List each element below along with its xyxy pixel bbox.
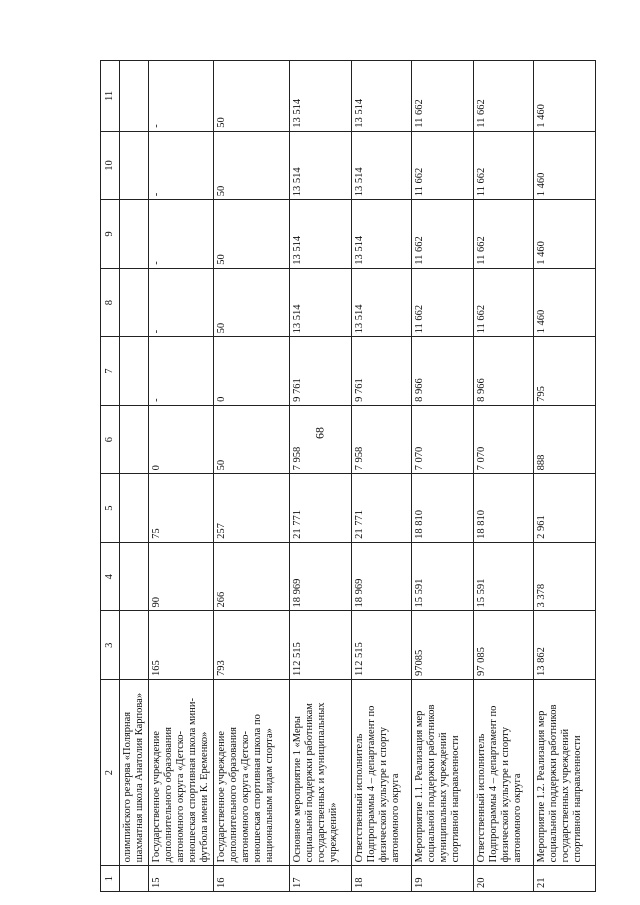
row-name: Государственное учреждение дополнительного образования автономного округа «Детско-юношеская спортивная школа мини-футбола имени К. Еременко» — [149, 679, 214, 865]
value-cell: 0 — [149, 405, 214, 474]
row-name: олимпийского резерва «Полярная шахматная школа Анатолия Карпова» — [120, 679, 149, 865]
table-row — [352, 61, 412, 892]
table-row — [120, 61, 149, 892]
value-cell: - — [149, 337, 214, 406]
value-cell: 266 — [214, 542, 290, 611]
value-cell: 18 810 — [412, 474, 474, 543]
value-cell: 13 514 — [290, 268, 352, 337]
value-cell: 11 662 — [412, 200, 474, 269]
value-cell: 2 961 — [534, 474, 596, 543]
value-cell: 13 514 — [352, 200, 412, 269]
header-cell: 2 — [101, 679, 120, 865]
value-cell: 50 — [214, 131, 290, 200]
value-cell: 11 662 — [474, 268, 534, 337]
header-cell: 5 — [101, 474, 120, 543]
rotated-table-wrapper — [100, 60, 590, 892]
value-cell: 1 460 — [534, 268, 596, 337]
row-number — [120, 866, 149, 892]
row-name: Мероприятие 1.1. Реализация мер социальной поддержки работников муниципальных учреждений спортивной направленности — [412, 679, 474, 865]
row-number: 16 — [214, 866, 290, 892]
value-cell: 15 591 — [412, 542, 474, 611]
row-number: 18 — [352, 866, 412, 892]
page-number: 68 — [312, 427, 327, 439]
row-name: Государственное учреждение дополнительного образования автономного округа «Детско-юношеская спортивная школа по национальным видам спорта» — [214, 679, 290, 865]
value-cell: 165 — [149, 611, 214, 680]
data-table — [100, 60, 596, 892]
value-cell: 97085 — [412, 611, 474, 680]
value-cell: 11 662 — [474, 131, 534, 200]
value-cell: - — [149, 200, 214, 269]
value-cell: 11 662 — [474, 200, 534, 269]
value-cell: 97 085 — [474, 611, 534, 680]
header-cell: 11 — [101, 61, 120, 132]
row-name: Мероприятие 1.2. Реализация мер социальной поддержки работников государственных учреждений спортивной направленности — [534, 679, 596, 865]
value-cell — [120, 200, 149, 269]
value-cell — [120, 268, 149, 337]
value-cell: 8 966 — [412, 337, 474, 406]
value-cell: 888 — [534, 405, 596, 474]
value-cell: 90 — [149, 542, 214, 611]
value-cell: 21 771 — [290, 474, 352, 543]
value-cell: - — [149, 61, 214, 132]
value-cell: 795 — [534, 337, 596, 406]
value-cell: 50 — [214, 405, 290, 474]
header-cell: 10 — [101, 131, 120, 200]
value-cell: 112 515 — [352, 611, 412, 680]
table-row — [474, 61, 534, 892]
value-cell: 112 515 — [290, 611, 352, 680]
value-cell: 1 460 — [534, 61, 596, 132]
header-cell: 4 — [101, 542, 120, 611]
value-cell: 13 514 — [352, 268, 412, 337]
value-cell — [120, 405, 149, 474]
value-cell: 18 810 — [474, 474, 534, 543]
value-cell: 11 662 — [412, 268, 474, 337]
table-row — [412, 61, 474, 892]
header-cell: 7 — [101, 337, 120, 406]
value-cell — [120, 542, 149, 611]
value-cell: - — [149, 268, 214, 337]
value-cell — [120, 61, 149, 132]
value-cell: 0 — [214, 337, 290, 406]
value-cell: 15 591 — [474, 542, 534, 611]
table-row — [290, 61, 352, 892]
value-cell: 75 — [149, 474, 214, 543]
value-cell: 9 761 — [290, 337, 352, 406]
value-cell: 13 514 — [290, 61, 352, 132]
value-cell: 18 969 — [290, 542, 352, 611]
value-cell: 1 460 — [534, 200, 596, 269]
value-cell: 7 070 — [412, 405, 474, 474]
row-name: Ответственный исполнитель Подпрограммы 4 – департамент по физической культуре и спорту автономного округа — [474, 679, 534, 865]
value-cell — [120, 337, 149, 406]
value-cell: 13 862 — [534, 611, 596, 680]
value-cell — [120, 474, 149, 543]
value-cell: 793 — [214, 611, 290, 680]
header-cell: 9 — [101, 200, 120, 269]
value-cell: 13 514 — [352, 131, 412, 200]
value-cell: 8 966 — [474, 337, 534, 406]
row-number: 15 — [149, 866, 214, 892]
header-cell: 3 — [101, 611, 120, 680]
row-number: 20 — [474, 866, 534, 892]
header-cell: 1 — [101, 866, 120, 892]
value-cell: 50 — [214, 61, 290, 132]
value-cell: 13 514 — [290, 200, 352, 269]
value-cell: 3 378 — [534, 542, 596, 611]
header-cell: 6 — [101, 405, 120, 474]
value-cell: 7 958 — [352, 405, 412, 474]
row-name: Основное мероприятие 1 «Меры социальной поддержки работникам государственных и муниципальных учреждений» — [290, 679, 352, 865]
value-cell: 50 — [214, 200, 290, 269]
table-row — [534, 61, 596, 892]
value-cell: 9 761 — [352, 337, 412, 406]
value-cell: 257 — [214, 474, 290, 543]
header-row — [101, 61, 120, 892]
row-name: Ответственный исполнитель Подпрограммы 4 – департамент по физической культуре и спорту автономного округа — [352, 679, 412, 865]
row-number: 17 — [290, 866, 352, 892]
value-cell: - — [149, 131, 214, 200]
value-cell: 11 662 — [474, 61, 534, 132]
value-cell: 18 969 — [352, 542, 412, 611]
row-number: 21 — [534, 866, 596, 892]
table-row — [214, 61, 290, 892]
value-cell: 7 070 — [474, 405, 534, 474]
header-cell: 8 — [101, 268, 120, 337]
value-cell: 50 — [214, 268, 290, 337]
value-cell: 11 662 — [412, 131, 474, 200]
value-cell: 13 514 — [290, 131, 352, 200]
table-row — [149, 61, 214, 892]
value-cell: 1 460 — [534, 131, 596, 200]
row-number: 19 — [412, 866, 474, 892]
value-cell — [120, 131, 149, 200]
value-cell: 13 514 — [352, 61, 412, 132]
value-cell — [120, 611, 149, 680]
value-cell: 21 771 — [352, 474, 412, 543]
value-cell: 7 958 — [290, 405, 352, 474]
value-cell: 11 662 — [412, 61, 474, 132]
